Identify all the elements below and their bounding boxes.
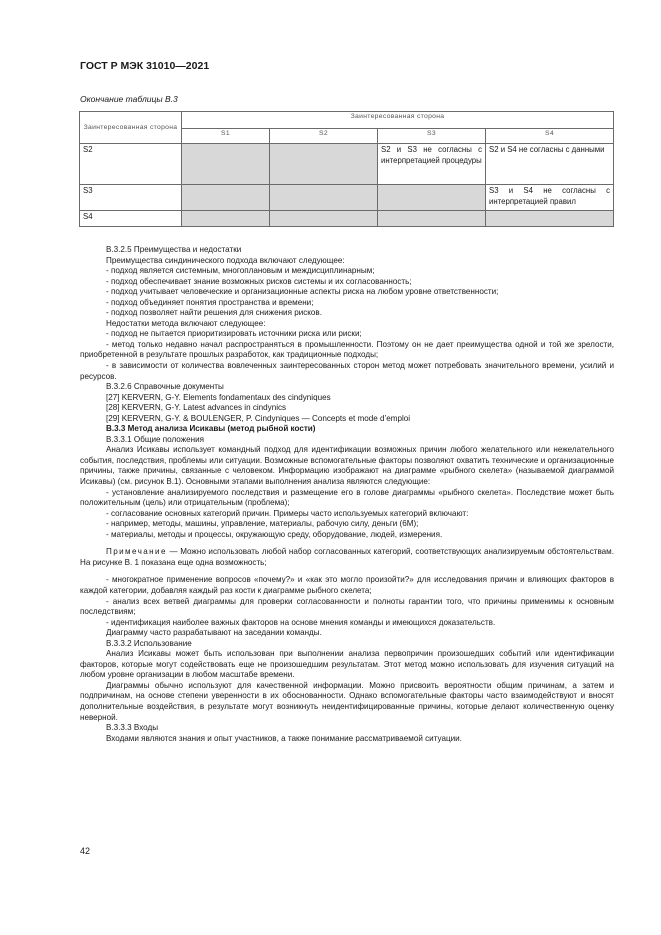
paragraph: - подход позволяет найти решения для снижения рисков. [106,308,322,318]
row-label: S3 [80,185,182,211]
paragraph: Диаграмму часто разрабатывают на заседании команды. [106,628,322,638]
note-paragraph [80,547,614,568]
empty-cell [270,211,378,227]
empty-cell [270,144,378,185]
cell-s2-s4: S2 и S4 не согласны с данными [486,144,614,185]
column-header-s3: S3 [378,129,486,144]
empty-cell [378,185,486,211]
paragraph: - многократное применение вопросов «почему?» и «как это могло произойти?» для исследования причин и влияющих факторов в каждой категории, добавляя каждый раз кости к диаграмме рыбного скелета; [80,575,614,595]
paragraph: Входами являются знания и опыт участников, а также понимание рассматриваемой ситуации. [106,733,462,743]
paragraph: - анализ всех ветвей диаграммы для проверки согласованности и полноты гарантии того, что причины применимы к основным последствиям; [80,596,614,617]
paragraph: - в зависимости от количества вовлеченных заинтересованных сторон метод может потребовать значительного времени, усилий и ресурсов. [80,361,614,381]
paragraph-gap [80,540,614,547]
cell-s3-s4: S3 и S4 не согласны с интерпретацией правил [486,185,614,211]
paragraph: [28] KERVERN, G-Y. Latest advances in cindynics [106,403,287,413]
paragraph: Анализ Исикавы может быть использован при выполнении анализа первопричин произошедших событий или идентификации факторов, которые могут содействовать еще не произошедшим результатам. Этот метод можно использовать для изучения ситуаций на любом уровне организации в любом масштабе времени. [80,649,614,680]
paragraph: Недостатки метода включают следующее: [106,318,266,328]
column-header-s4: S4 [486,129,614,144]
paragraph-gap [80,568,614,575]
table-group-header: Заинтересованная сторона [182,112,614,129]
empty-cell [182,211,270,227]
paragraph: - материалы, методы и процессы, окружающую среду, оборудование, людей, измерения. [106,529,443,539]
paragraph: - установление анализируемого последствия и размещение его в голове диаграммы «рыбного скелета». Последствие может быть положительным (цель) или отрицательным (проблема); [80,487,614,508]
note-text: — Можно использовать любой набор согласованных категорий, соответствующих анализируемым обстоятельствам. На рисунке В. 1 показана еще одна возможность; [80,547,614,567]
empty-cell [270,185,378,211]
paragraph: - подход учитывает человеческие и организационные аспекты риска на любом уровне ответственности; [106,287,499,297]
note-label: Примечание [106,547,167,557]
body-text [80,245,614,744]
paragraph: - идентификация наиболее важных факторов на основе мнения команды и имеющихся доказательств. [106,617,496,627]
empty-cell [182,185,270,211]
paragraph: [27] KERVERN, G-Y. Elements fondamentaux des cindyniques [106,392,331,402]
paragraph: - подход является системным, многоплановым и междисциплинарным; [106,266,375,276]
table-row [80,144,614,185]
table-row [80,211,614,227]
paragraph: Анализ Исикавы использует командный подход для идентификации возможных причин любого желательного или нежелательного события, последствия, проблемы или ситуации. Возможные вспомогательные факторы позволяют охватить технические и организационные причины, также причины, связанные с человеком. Информацию изображают на диаграмме «рыбного скелета» (называемой диаграммой Исикавы) (см. рисунок В.1). Основными этапами выполнения анализа являются следующие: [80,445,614,487]
table-row [80,185,614,211]
paragraph: В.3.2.6 Справочные документы [106,382,224,392]
paragraph: Диаграммы обычно используют для качественной информации. Можно присвоить вероятности общим причинам, а затем и подпричинам, на основе степени уверенности в их обоснованности. Однако вспомогательные факторы часто взаимодействуют и вносят дополнительные воздействия, в результате могут возникнуть неидентифицированные причины, которые делают количественную оценку неверной. [80,680,614,722]
paragraph: [29] KERVERN, G-Y. & BOULENGER, P. Cindyniques — Concepts et mode d’emploi [106,413,411,423]
document-header: ГОСТ Р МЭК 31010—2021 [80,60,210,72]
paragraph: В.3.3.3 Входы [106,723,159,733]
table-corner-header: Заинтересованная сторона [80,112,182,144]
empty-cell [182,144,270,185]
paragraph: - метод только недавно начал распространяться в промышленности. Поэтому он не дает преимущества одной и той же зрелости, приобретенной в результате прошлых разработок, как традиционные подходы; [80,339,614,360]
paragraph: - подход не пытается приоритизировать источники риска или риски; [106,329,362,339]
paragraph: - например, методы, машины, управление, материалы, рабочую силу, деньги (6M); [106,519,419,529]
paragraph: В.3.3.2 Использование [106,638,192,648]
table-caption: Окончание таблицы В.3 [80,94,178,104]
row-label: S2 [80,144,182,185]
page-number: 42 [80,846,91,856]
column-header-s2: S2 [270,129,378,144]
paragraph: В.3.3.1 Общие положения [106,434,204,444]
empty-cell [378,211,486,227]
paragraph: - подход обеспечивает знание возможных рисков системы и их согласованность; [106,276,412,286]
row-label: S4 [80,211,182,227]
section-heading: В.3.3 Метод анализа Исикавы (метод рыбной кости) [106,424,316,434]
paragraph: - согласование основных категорий причин. Примеры часто используемых категорий включают: [106,508,469,518]
cell-s2-s3: S2 и S3 не согласны с интерпретацией процедуры [378,144,486,185]
paragraph: В.3.2.5 Преимущества и недостатки [106,245,242,254]
paragraph: - подход объединяет понятия пространства и времени; [106,297,314,307]
empty-cell [486,211,614,227]
paragraph: Преимущества синдинического подхода включают следующее: [106,255,345,265]
stakeholder-table [79,111,614,227]
column-header-s1: S1 [182,129,270,144]
